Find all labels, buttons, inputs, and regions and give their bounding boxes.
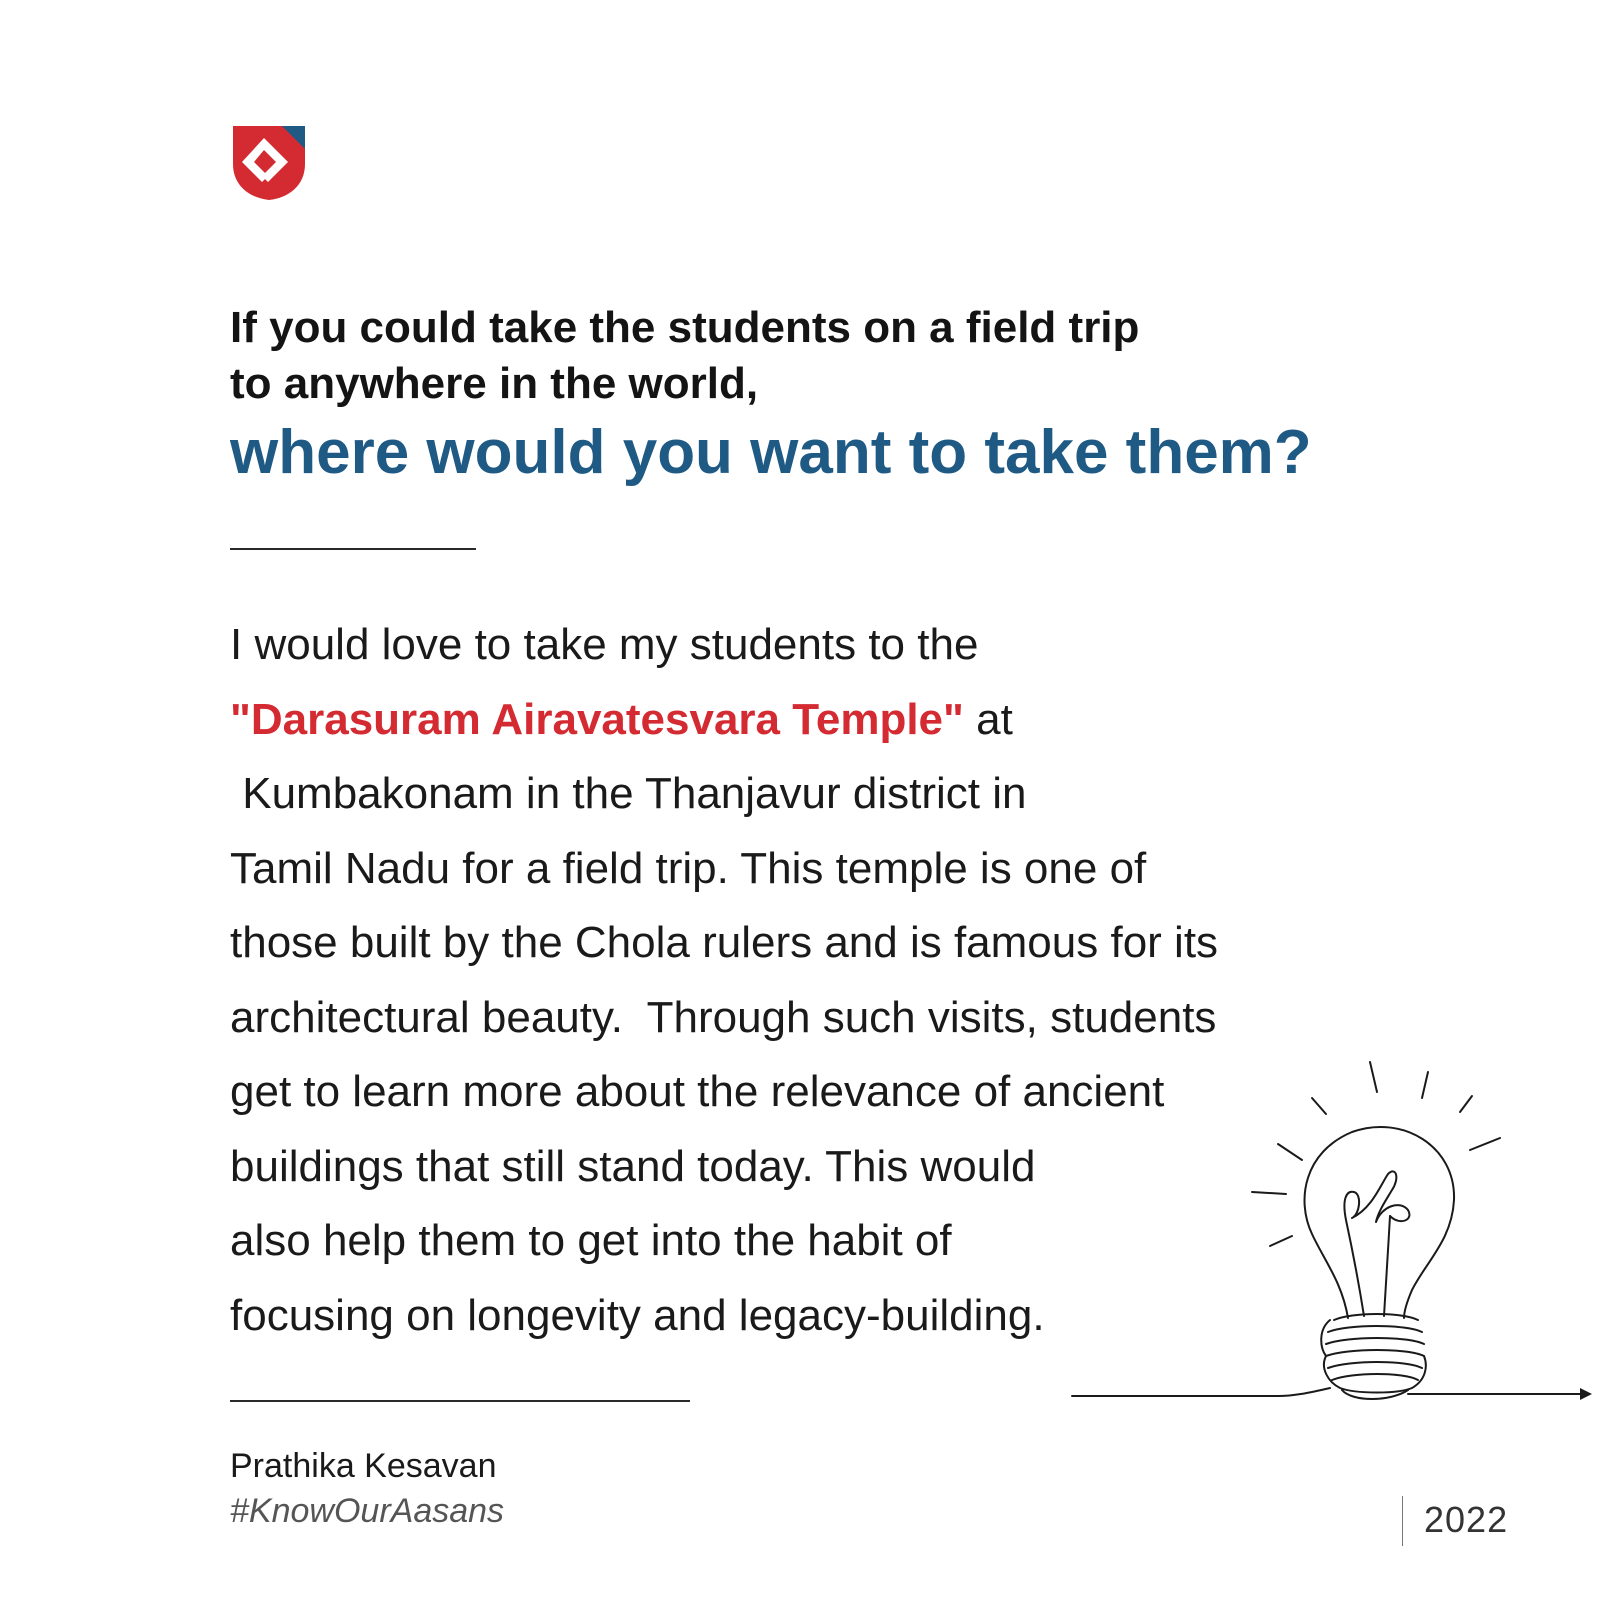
answer-line: focusing on longevity and legacy-building. <box>230 1290 1045 1340</box>
divider-short <box>230 548 476 550</box>
answer-line: I would love to take my students to the <box>230 620 979 669</box>
answer-line: also help them to get into the habit of <box>230 1216 952 1265</box>
year-separator <box>1402 1496 1403 1546</box>
lightbulb-icon <box>1090 1050 1600 1430</box>
answer-line <box>230 683 1350 758</box>
answer-line: get to learn more about the relevance of ancient <box>230 1067 1165 1116</box>
headline-line-1: If you could take the students on a field trip <box>230 303 1140 352</box>
author-name: Prathika Kesavan <box>230 1447 497 1485</box>
headline-line-2: to anywhere in the world, <box>230 359 759 408</box>
answer-line-fragment: at <box>963 694 1013 744</box>
shield-logo-icon <box>230 124 308 202</box>
answer-line: Kumbakonam in the Thanjavur district in <box>230 769 1027 818</box>
year-label: 2022 <box>1424 1499 1509 1540</box>
hashtag: #KnowOurAasans <box>230 1492 505 1530</box>
divider-bottom <box>230 1400 690 1402</box>
headline <box>230 300 1430 492</box>
headline-emphasis: where would you want to take them? <box>230 418 1312 487</box>
answer-line: Tamil Nadu for a field trip. This temple is one of <box>230 843 1147 893</box>
answer-line: architectural beauty. Through such visits, students <box>230 992 1217 1042</box>
temple-name-highlight: "Darasuram Airavatesvara Temple" <box>230 694 964 744</box>
answer-line: those built by the Chola rulers and is famous for its <box>230 918 1219 967</box>
answer-line: buildings that still stand today. This would <box>230 1141 1036 1191</box>
